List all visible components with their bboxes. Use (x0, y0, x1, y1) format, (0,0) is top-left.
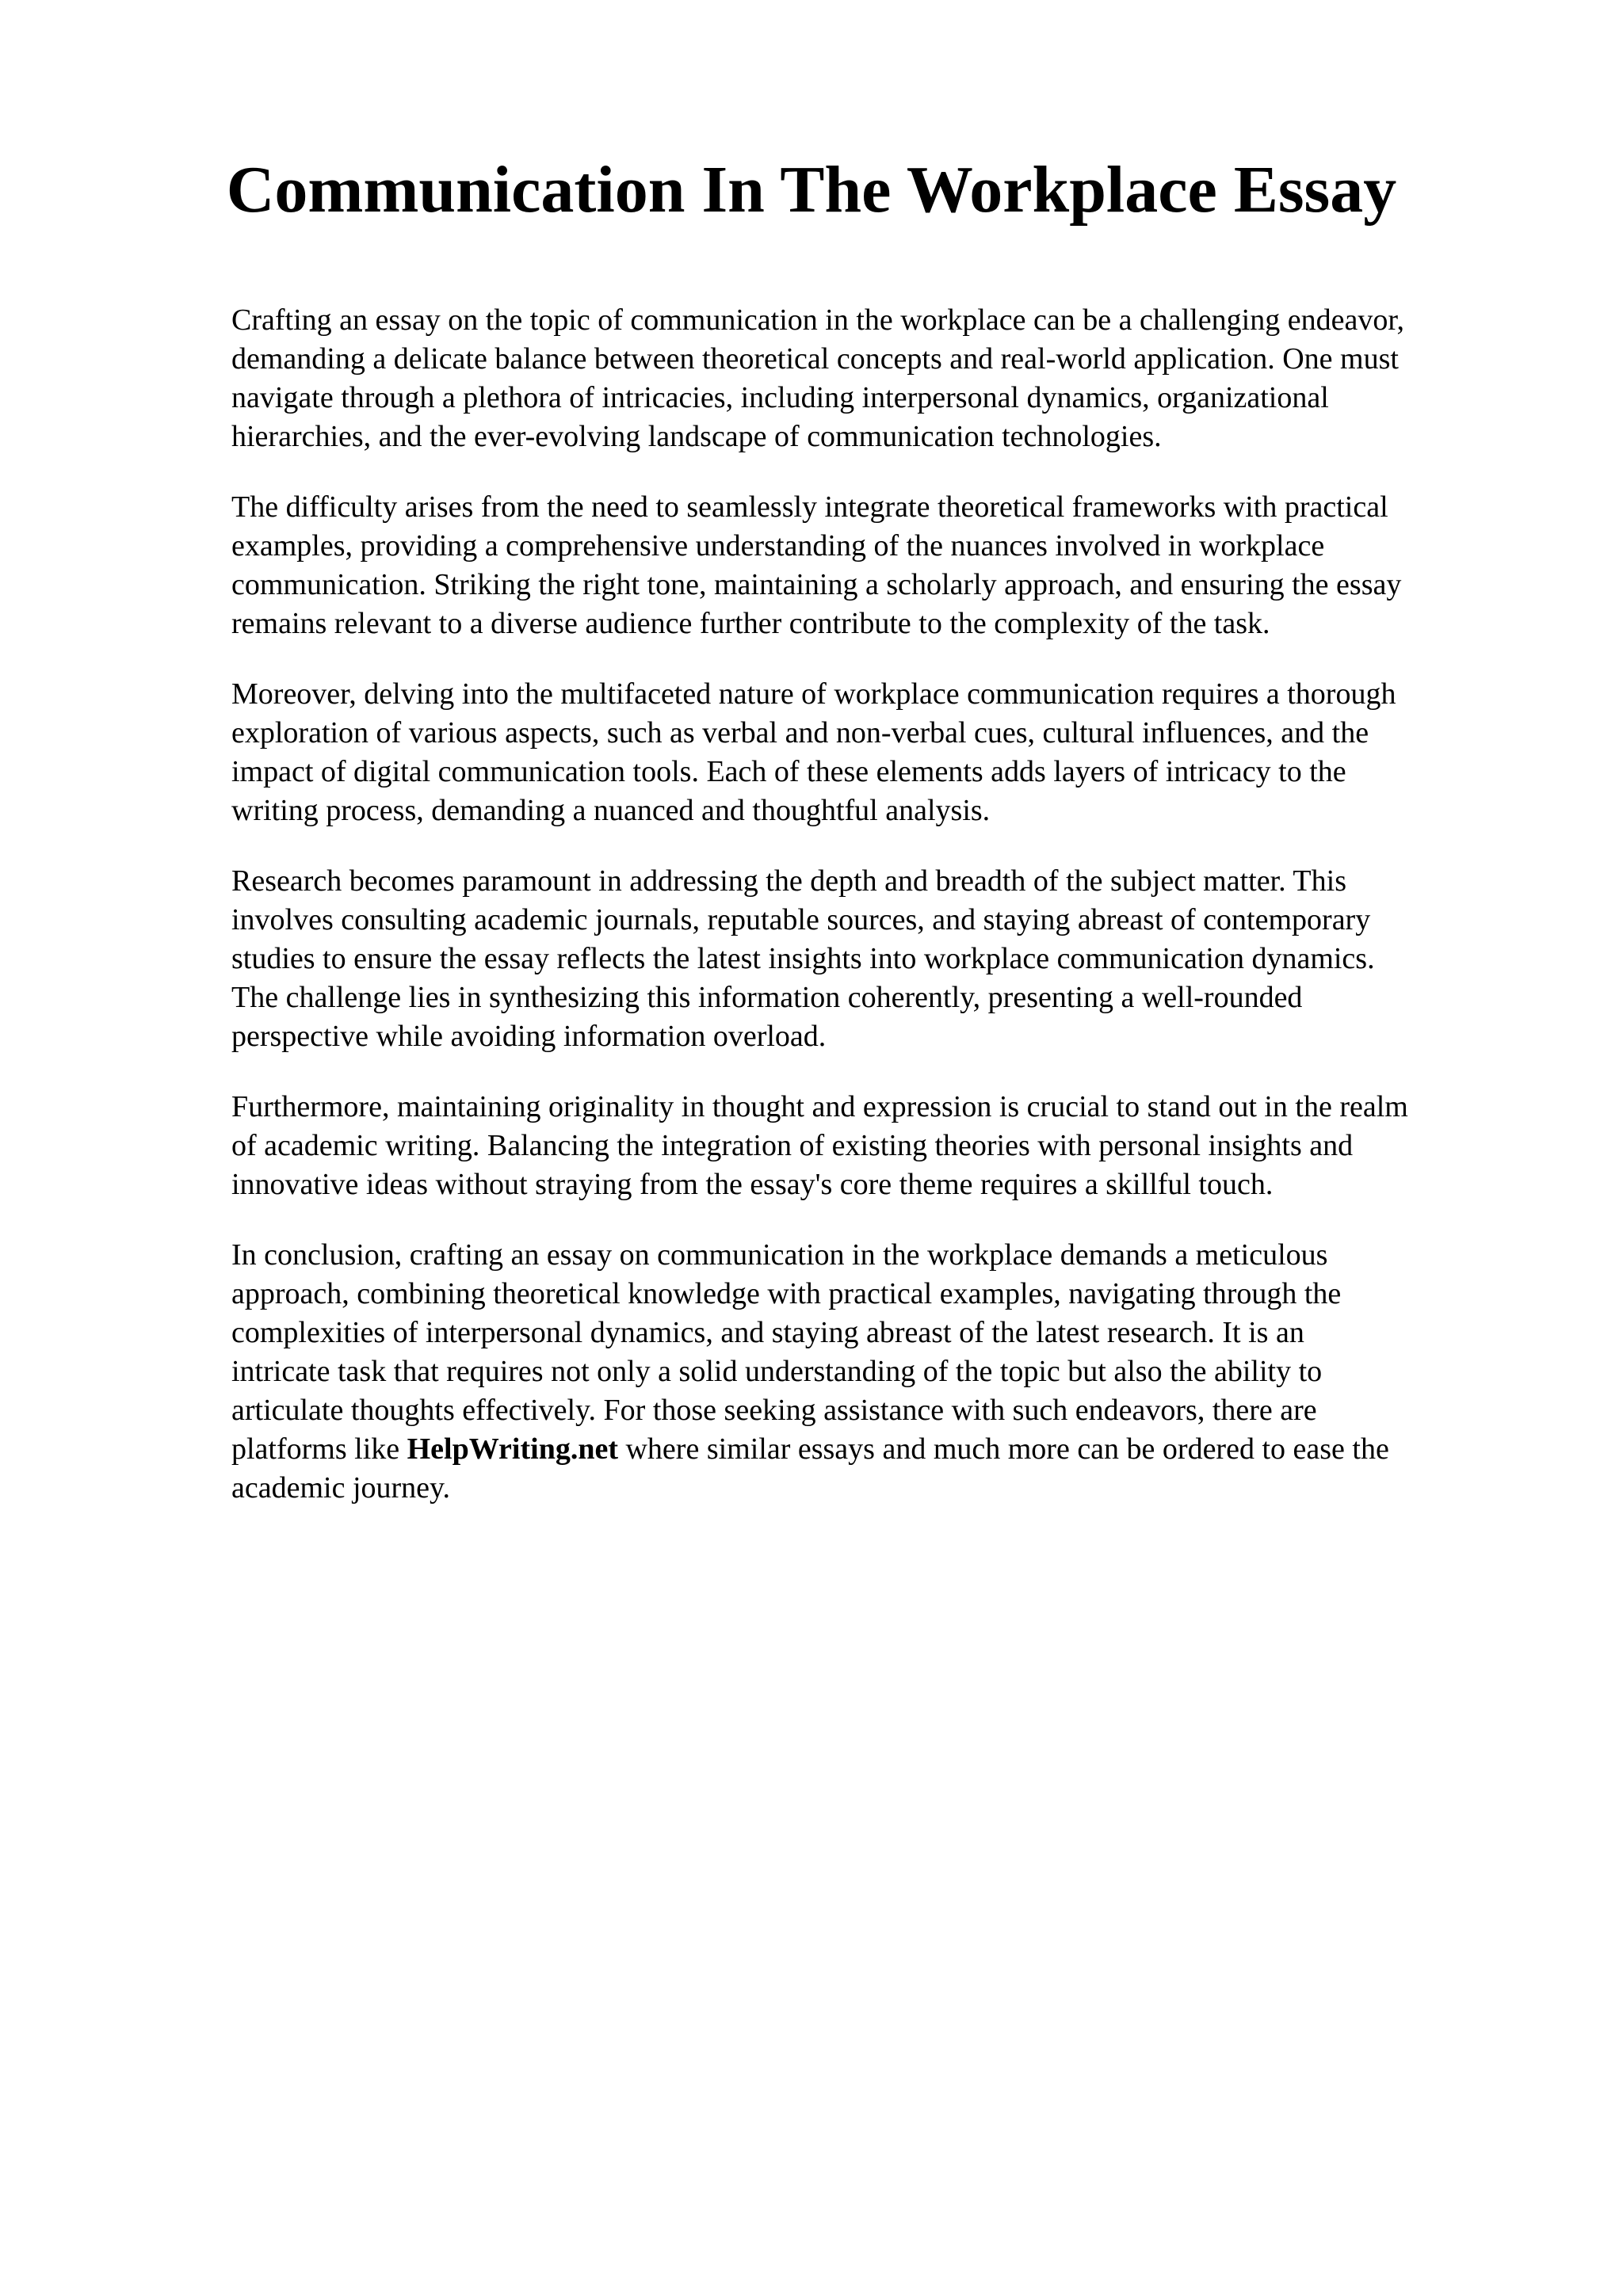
brand-link[interactable]: HelpWriting.net (407, 1432, 618, 1466)
text-line: navigate through a plethora of intricacies, including interpersonal dynamics, organizational (231, 381, 1329, 414)
text-line: impact of digital communication tools. Each of these elements adds layers of intricacy to the (231, 755, 1346, 788)
text-line: In conclusion, crafting an essay on communication in the workplace demands a meticulous (231, 1238, 1328, 1272)
text-line: demanding a delicate balance between theoretical concepts and real-world application. One must (231, 342, 1399, 376)
text-line: communication. Striking the right tone, maintaining a scholarly approach, and ensuring the essay (231, 568, 1402, 601)
paragraph-5 (231, 1088, 1531, 1204)
paragraph-2 (231, 488, 1531, 643)
text-line: Crafting an essay on the topic of communication in the workplace can be a challenging endeavor, (231, 303, 1404, 337)
text-line: involves consulting academic journals, reputable sources, and staying abreast of contemporary (231, 903, 1371, 936)
text-line: exploration of various aspects, such as verbal and non-verbal cues, cultural influences, and the (231, 716, 1369, 749)
text-line: examples, providing a comprehensive understanding of the nuances involved in workplace (231, 529, 1325, 563)
text-line: studies to ensure the essay reflects the latest insights into workplace communication dynamics. (231, 942, 1375, 975)
text-line: innovative ideas without straying from the essay's core theme requires a skillful touch. (231, 1168, 1274, 1201)
text-line: perspective while avoiding information overload. (231, 1020, 827, 1053)
paragraph-6 (231, 1236, 1531, 1508)
text-line: Moreover, delving into the multifaceted nature of workplace communication requires a thorough (231, 677, 1396, 711)
text-line: writing process, demanding a nuanced and thoughtful analysis. (231, 794, 991, 827)
brand-line-prefix: platforms like (231, 1432, 407, 1466)
paragraph-4 (231, 862, 1531, 1056)
text-line: complexities of interpersonal dynamics, and staying abreast of the latest research. It is an (231, 1316, 1304, 1349)
text-line: approach, combining theoretical knowledge with practical examples, navigating through the (231, 1277, 1342, 1310)
paragraph-3 (231, 675, 1531, 830)
paragraph-1 (231, 301, 1531, 456)
essay-body (231, 301, 1531, 1508)
brand-line-suffix: where similar essays and much more can be ordered to ease the (617, 1432, 1389, 1466)
text-line: remains relevant to a diverse audience further contribute to the complexity of the task. (231, 607, 1270, 640)
text-line: The difficulty arises from the need to seamlessly integrate theoretical frameworks with practical (231, 490, 1388, 524)
text-line: articulate thoughts effectively. For those seeking assistance with such endeavors, there are (231, 1394, 1317, 1427)
text-line: hierarchies, and the ever-evolving landscape of communication technologies. (231, 420, 1162, 453)
text-line: The challenge lies in synthesizing this information coherently, presenting a well-rounded (231, 981, 1303, 1014)
text-line: of academic writing. Balancing the integration of existing theories with personal insights and (231, 1129, 1354, 1162)
text-line: academic journey. (231, 1471, 451, 1505)
text-line: Furthermore, maintaining originality in thought and expression is crucial to stand out in the realm (231, 1090, 1408, 1123)
text-line: intricate task that requires not only a solid understanding of the topic but also the ability to (231, 1355, 1323, 1388)
brand-text-line (231, 1430, 1531, 1469)
text-line: Research becomes paramount in addressing the depth and breadth of the subject matter. This (231, 864, 1346, 898)
page-title: Communication In The Workplace Essay (226, 153, 1397, 227)
